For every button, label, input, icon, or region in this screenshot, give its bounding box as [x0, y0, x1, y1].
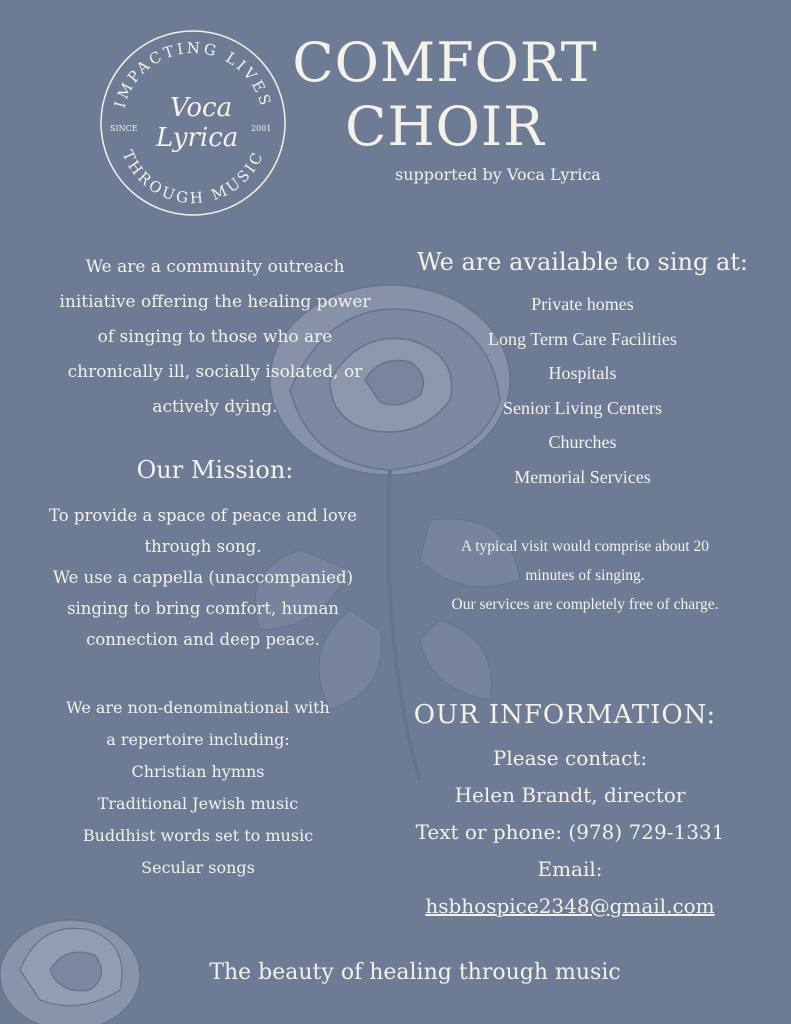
- venue-item: Senior Living Centers: [503, 397, 662, 418]
- repertoire-line: a repertoire including:: [106, 730, 290, 749]
- intro-line: of singing to those who are: [97, 327, 333, 347]
- phone-number: Text or phone: (978) 729-1331: [415, 820, 725, 844]
- venue-item: Memorial Services: [514, 466, 651, 487]
- contact-label: Please contact:: [492, 746, 648, 770]
- subtitle: supported by Voca Lyrica: [395, 165, 601, 184]
- intro-line: We are a community outreach: [85, 257, 345, 277]
- venue-item: Churches: [548, 432, 617, 452]
- visit-paragraph: [400, 532, 770, 619]
- repertoire-line: Buddhist words set to music: [82, 826, 314, 845]
- visit-line: Our services are completely free of charge.: [451, 596, 719, 613]
- intro-line: chronically ill, socially isolated, or: [67, 362, 363, 382]
- mission-line: To provide a space of peace and love: [49, 506, 357, 525]
- repertoire-line: Traditional Jewish music: [97, 794, 299, 813]
- logo-ring-top: IMPACTING LIVES: [110, 38, 276, 111]
- mission-line: connection and deep peace.: [86, 630, 320, 649]
- repertoire-line: We are non-denominational with: [66, 698, 330, 717]
- intro-paragraph: [30, 250, 400, 425]
- venue-item: Private homes: [531, 294, 634, 314]
- voca-lyrica-logo: [98, 28, 288, 218]
- mission-line: We use a cappella (unaccompanied): [52, 568, 354, 587]
- repertoire-line: Secular songs: [141, 858, 255, 877]
- director-name: Helen Brandt, director: [454, 783, 686, 807]
- tagline: The beauty of healing through music: [209, 960, 621, 985]
- logo-ring-bottom: THROUGH MUSIC: [118, 147, 268, 208]
- mission-heading: Our Mission:: [136, 456, 294, 484]
- title-line-2: CHOIR: [345, 95, 545, 158]
- repertoire-line: Christian hymns: [131, 762, 265, 781]
- mission-line: singing to bring comfort, human: [67, 599, 339, 618]
- logo-year: 2001: [251, 124, 272, 133]
- corner-rose-illustration: [0, 900, 170, 1024]
- logo-word-lyrica: Lyrica: [156, 123, 239, 153]
- venue-list: [400, 287, 765, 494]
- intro-line: initiative offering the healing power: [59, 292, 371, 312]
- logo-word-voca: Voca: [170, 93, 233, 123]
- intro-line: actively dying.: [152, 397, 278, 417]
- mission-paragraph: [28, 500, 378, 655]
- repertoire-list: [28, 692, 368, 884]
- logo-since: SINCE: [110, 124, 138, 133]
- availability-heading: We are available to sing at:: [416, 248, 749, 276]
- title-line-1: COMFORT: [292, 31, 598, 94]
- email-label: Email:: [537, 857, 603, 881]
- mission-line: through song.: [144, 537, 262, 556]
- email-line: [395, 851, 745, 925]
- information-heading: OUR INFORMATION:: [413, 700, 717, 730]
- contact-block: [395, 740, 745, 925]
- visit-line: A typical visit would comprise about 20: [461, 538, 709, 555]
- visit-line: minutes of singing.: [525, 567, 645, 584]
- venue-item: Hospitals: [548, 363, 617, 383]
- email-link[interactable]: hsbhospice2348@gmail.com: [425, 894, 715, 918]
- venue-item: Long Term Care Facilities: [488, 328, 677, 349]
